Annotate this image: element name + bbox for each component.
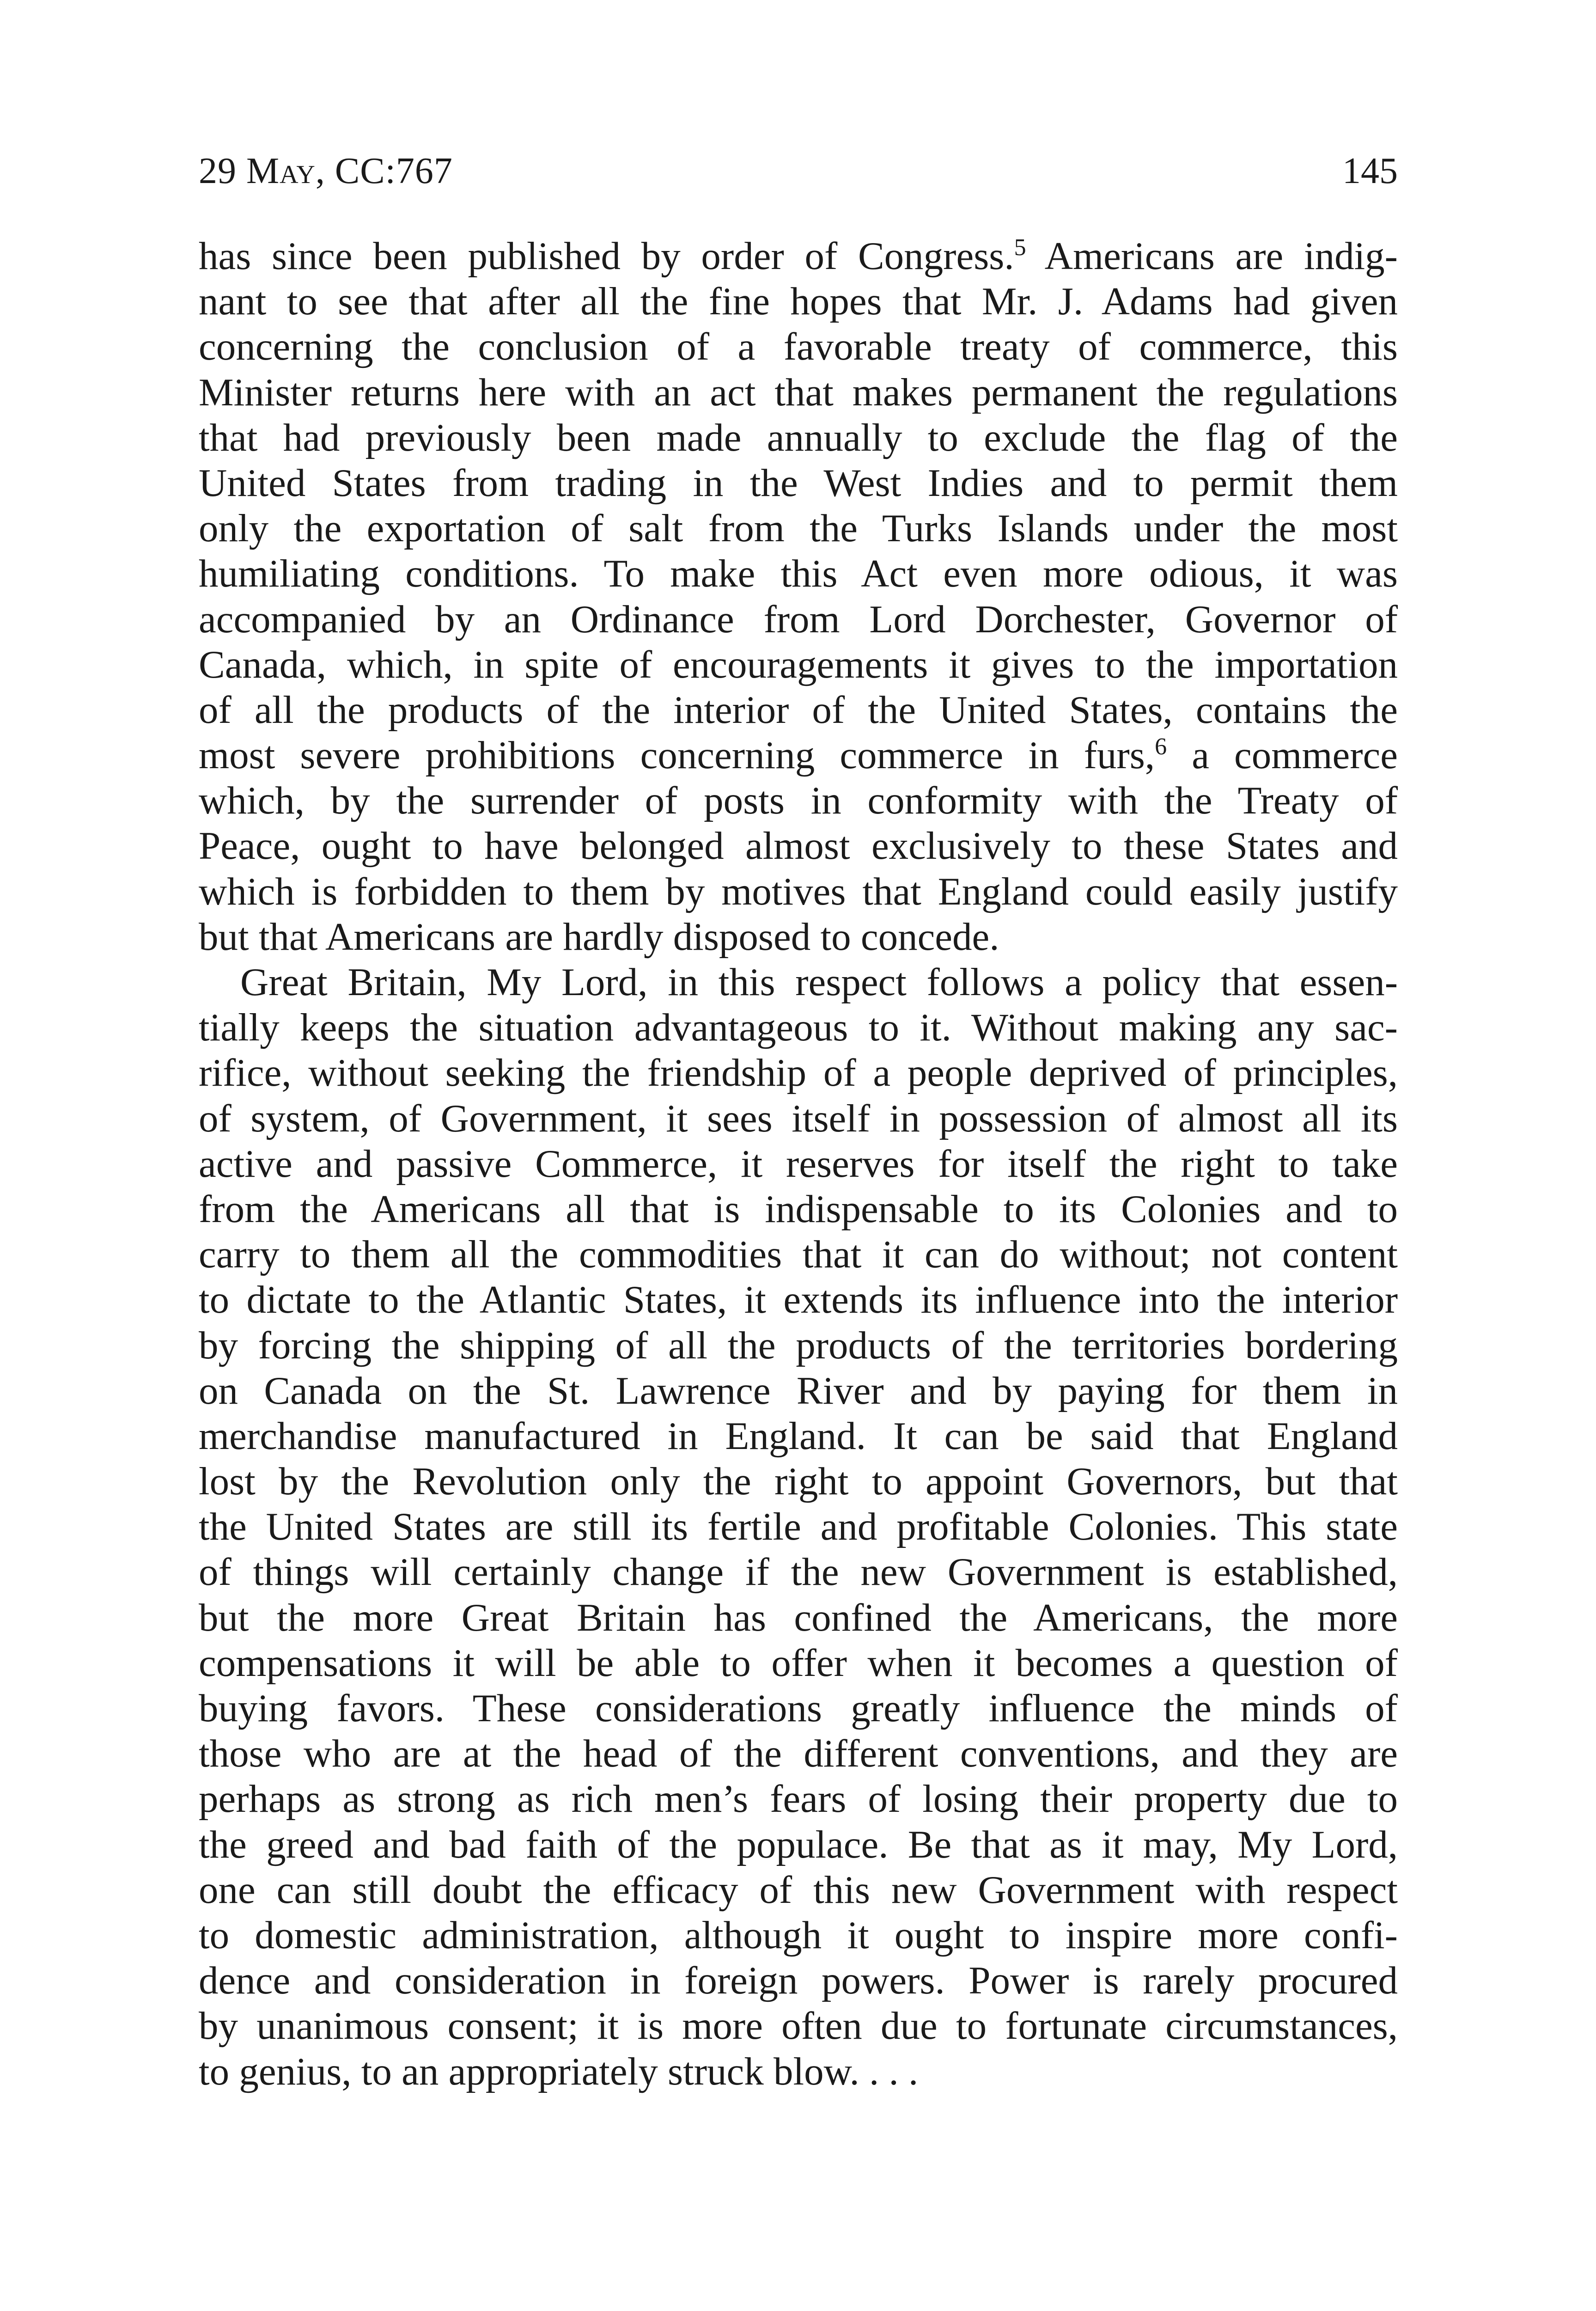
text-line: carry to them all the commodities that it can do without; not content	[199, 1233, 1398, 1277]
text-line: Peace, ought to have belonged almost exclusively to these States and	[199, 824, 1398, 868]
text-line: Great Britain, My Lord, in this respect follows a policy that essen-	[240, 960, 1398, 1004]
running-head-month: May	[246, 151, 316, 191]
text-line: of all the products of the interior of the United States, contains the	[199, 688, 1398, 732]
text-line: of system, of Government, it sees itself in possession of almost all its	[199, 1096, 1398, 1140]
text-line: tially keeps the situation advantageous to it. Without making any sac-	[199, 1006, 1398, 1050]
text-line: buying favors. These considerations greatly influence the minds of	[199, 1687, 1398, 1730]
body-text	[199, 233, 1398, 2094]
text-line: to genius, to an appropriately struck blow. . . .	[199, 2049, 919, 2093]
text-line: that had previously been made annually to exclude the flag of the	[199, 416, 1398, 459]
text-line: but that Americans are hardly disposed to concede.	[199, 915, 999, 959]
text-line: one can still doubt the efficacy of this new Government with respect	[199, 1868, 1398, 1912]
text-line: only the exportation of salt from the Turks Islands under the most	[199, 507, 1398, 550]
text-line: concerning the conclusion of a favorable treaty of commerce, this	[199, 325, 1398, 369]
text-line: the greed and bad faith of the populace. Be that as it may, My Lord,	[199, 1822, 1398, 1866]
text-line: dence and consideration in foreign powers. Power is rarely procured	[199, 1959, 1398, 2003]
text-line: which, by the surrender of posts in conformity with the Treaty of	[199, 779, 1398, 823]
text-line: perhaps as strong as rich men’s fears of losing their property due to	[199, 1777, 1398, 1821]
text-line: but the more Great Britain has confined the Americans, the more	[199, 1596, 1398, 1639]
text-line: nant to see that after all the fine hopes that Mr. J. Adams had given	[199, 280, 1398, 324]
text-line: those who are at the head of the different conventions, and they are	[199, 1732, 1398, 1776]
text-line: most severe prohibitions concerning commerce in furs,$^6$ a commerce	[199, 734, 1398, 777]
text-line: by forcing the shipping of all the products of the territories bordering	[199, 1323, 1398, 1367]
text-line: on Canada on the St. Lawrence River and by paying for them in	[199, 1369, 1398, 1412]
running-head-day: 29	[199, 151, 237, 191]
text-line: rifice, without seeking the friendship of a people deprived of principles,	[199, 1051, 1398, 1095]
running-head-citation: 29 May, CC:767	[199, 151, 453, 191]
text-line: merchandise manufactured in England. It can be said that England	[199, 1414, 1398, 1458]
running-head-reference: CC:767	[335, 151, 453, 191]
text-line: the United States are still its fertile and profitable Colonies. This state	[199, 1505, 1398, 1549]
footnote-marker: 5	[1014, 234, 1026, 261]
text-line: to dictate to the Atlantic States, it extends its influence into the interior	[199, 1278, 1398, 1322]
running-head	[199, 143, 1398, 199]
footnote-marker: 6	[1155, 734, 1167, 760]
text-line: lost by the Revolution only the right to appoint Governors, but that	[199, 1460, 1398, 1504]
text-line: humiliating conditions. To make this Act even more odious, it was	[199, 552, 1398, 596]
text-line: active and passive Commerce, it reserves for itself the right to take	[199, 1142, 1398, 1186]
paragraph-1	[199, 233, 1398, 960]
text-line: of things will certainly change if the new Government is established,	[199, 1550, 1398, 1594]
text-line: accompanied by an Ordinance from Lord Dorchester, Governor of	[199, 597, 1398, 641]
text-line: Canada, which, in spite of encouragements it gives to the importation	[199, 642, 1398, 686]
text-line: compensations it will be able to offer when it becomes a question of	[199, 1641, 1398, 1685]
text-line: from the Americans all that is indispensable to its Colonies and to	[199, 1187, 1398, 1231]
page-number: 145	[1342, 151, 1398, 191]
paragraph-2	[199, 960, 1398, 2094]
text-line: Minister returns here with an act that makes permanent the regulations	[199, 370, 1398, 414]
text-line: to domestic administration, although it ought to inspire more confi-	[199, 1913, 1398, 1957]
text-line: has since been published by order of Congress.$^5$ Americans are indig-	[199, 234, 1398, 278]
text-line: which is forbidden to them by motives that England could easily justify	[199, 869, 1398, 913]
text-line: United States from trading in the West Indies and to permit them	[199, 461, 1398, 505]
text-line: by unanimous consent; it is more often due to fortunate circumstances,	[199, 2004, 1398, 2048]
